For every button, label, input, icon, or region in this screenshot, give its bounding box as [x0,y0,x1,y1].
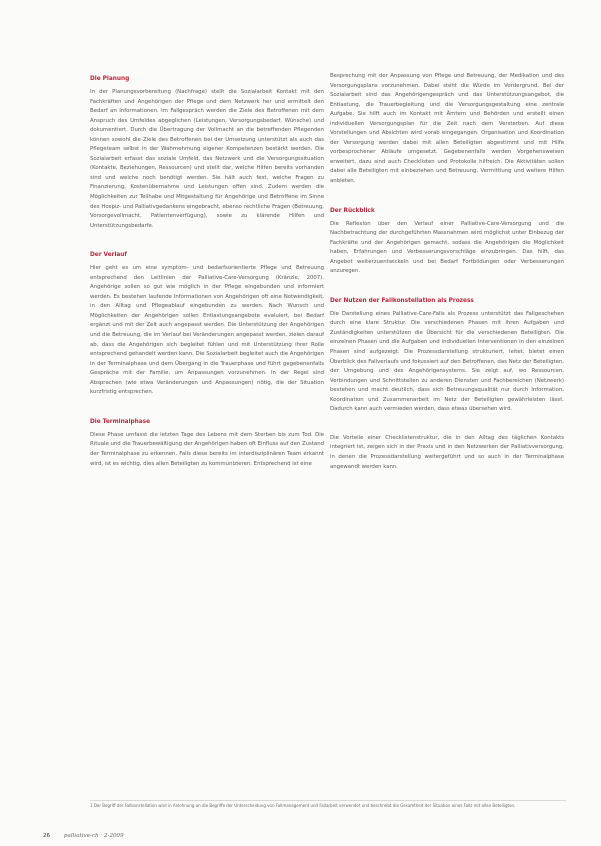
section-heading: Der Nutzen der Fallkonstellation als Prozess [330,297,474,304]
section-continuation [330,72,564,187]
section-nutzen [330,296,564,415]
section-planung [90,74,324,231]
section-verlauf [90,250,324,398]
left-column [90,74,324,488]
section-rueckblick [330,206,564,277]
right-column [330,72,564,491]
section-text: In der Planungsvorbereitung (Nachfrage) stellt die Sozialarbeit Kontakt mit den Fachkräften und Angehörigen der Pflege und dem Netzwerk her und ermittelt den Bedarf an Informationen. Im Fallgespräch werden die Ziele des Betroffenen mit dem Anspruch des Umfeldes abgeglichen (Leistungen, Versorgungsbedarf, Wünsche) und dokumentiert. Durch die Übertragung der Vollmacht an die betreffenden Pflegenden können sowohl die Ziele des Betroffenen bei der Umsetzung unterstützt als auch das Pflegeteam selbst in der Wahrnehmung eigener Kompetenzen bestärkt werden. Die Sozialarbeit erfasst das soziale Umfeld, das Netzwerk und die Versorgungssituation (Kontakte, Beziehungen, Ressourcen) und stellt dar, welche Hilfen bereits vorhanden sind und welche noch benötigt werden. Sie hält auch fest, welche Fragen zu Finanzierung, Kostenübernahme und Leistungen offen sind. Zudem werden die Möglichkeiten zur Teilhabe und Mitgestaltung für Angehörige und Betroffene im Sinne des Hospiz- und Palliativgedankens eingebracht, ebenso rechtliche Fragen (Betreuung, Vorsorgevollmacht, Patientenverfügung), sowie zu klärende Hilfen und Unterstützungsbedarfe. [90,89,324,229]
section-text: Besprechung mit der Anpassung von Pflege und Betreuung, der Medikation und des Versorgungsplans vorzunehmen. Dabei steht die Würde im Vordergrund. Bei der Sozialarbeit sind das Angehörigengespräch und das Unterstützungsangebot, die Entlastung, die Trauerbegleitung und die Versorgungsgestaltung eine zentrale Aufgabe. Sie hilft auch im Kontakt mit Ämtern und Behörden und erstellt einen individuellen Versorgungsplan für die Zeit nach dem Versterben. Auf diese Vorstellungen und Absichten wird vorab eingegangen. Organisation und Koordination der Versorgung werden dabei mit allen Beteiligten abgestimmt und mit Hilfe vorbesprochener Abläufe umgesetzt. Gegebenenfalls werden Vorgehensweisen erweitert, dazu sind auch Checklisten und Protokolle hilfreich. Die Aktivitäten sollen dabei alle Beteiligten mit einbeziehen und Betreuung, Vermittlung und weitere Hilfen anbieten. [330,73,564,185]
section-heading: Der Verlauf [90,252,127,259]
section-terminalphase [90,417,324,469]
section-text: Hier geht es um eine symptom- und bedarfsorientierte Pflege und Betreuung entsprechend den Leitlinien der Palliative-Care-Versorgung (Kränzle, 2007). Angehörige sollen so gut wie möglich in der Pflege eingebunden und informiert werden. Es bestehen laufende Informationen von Angehörigen oft eine Notwendigkeit, in den Alltag und Pflegeablauf eingebunden zu werden. Nach Wunsch und Möglichkeiten der Angehörigen sollen Entlastungsangebote evaluiert, bei Bedarf ergänzt und mit der Zeit auch angepasst werden. Die Unterstützung der Angehörigen und die Betreuung, die im Verlauf bei Veränderungen angepasst werden, zielen darauf ab, dass die Angehörigen sich begleitet fühlen und mit Unterstützung ihrer Rolle entsprechend gehandelt werden kann. Die Sozialarbeit begleitet auch die Angehörigen in der Terminalphase und dem Übergang in die Trauerphase und führt gegebenenfalls Gespräche mit der Familie, um Anpassungen vorzunehmen. In der Regel sind Absprachen (wie etwa Veränderungen und Anpassungen) nötig, die der Situation kurzfristig entsprechen. [90,265,324,396]
section-text: Die Reflexion über den Verlauf einer Palliative-Care-Versorgung und die Nachbetrachtung der durchgeführten Massnahmen wird möglichst unter Einbezug der Fachkräfte und der Angehörigen gemacht, sodass die Angehörigen die Möglichkeit haben, Erfahrungen und Verbesserungsvorschläge einzubringen. Das hilft, das Angebot weiterzuentwickeln und bei Bedarf Fortbildungen oder Verbesserungen anzuregen. [330,220,564,275]
section-text: Die Darstellung eines Palliative-Care-Falls als Prozess unterstützt das Fallgeschehen durch eine klare Struktur. Die verschiedenen Phasen mit ihren Aufgaben und Zuständigkeiten unterstützen die Übersicht für die verschiedenen Beteiligten. Die einzelnen Phasen und die Aufgaben und individuellen Interventionen in den einzelnen Phasen sind aufgezeigt. Die Prozessdarstellung strukturiert, leitet, bietet einen Überblick des Fallverlaufs und fokussiert auf den Betroffenen, das Netz der Beteiligten, der Umgebung und des Angehörigensystems. Sie zeigt auf, wo Ressourcen, Verbindungen und Schnittstellen zu anderen Diensten und Fachbereichen (Netzwerk) bestehen und macht deutlich, dass sich Betreuungsqualität nur durch Information, Koordination und Zusammenarbeit im Netz der Beteiligten gewährleisten lässt. Dadurch kann auch vermieden werden, dass etwas übersehen wird. [330,310,564,413]
section-heading: Die Terminalphase [90,418,151,425]
section-heading: Der Rückblick [330,207,375,214]
footnote: 1 Der Begriff der Fallkonstellation wird in Anlehnung an die Begriffe der Unterscheidung von Fallmanagement und Fallarbeit verwendet und beschreibt die Gesamtheit der Situation eines Falls mit allen Beteiligten. [90,800,566,809]
section-heading: Die Planung [90,76,130,82]
page-number: 26 [43,833,51,839]
publication-title: palliative-ch · 2-2009 [63,833,124,839]
page-footer [43,833,124,839]
section-text: Die Vorteile einer Checklistenstruktur, die in den Alltag des täglichen Kontakts integriert ist, zeigen sich in der Praxis und in den Netzwerken der Palliativversorgung, in denen die Prozessdarstellung weitergeführt und so auch in der Terminalphase angewandt werden kann. [330,434,564,470]
section-closing [330,434,564,472]
section-text: Diese Phase umfasst die letzten Tage des Lebens mit dem Sterben bis zum Tod. Die Rituale und die Trauerbewältigung der Angehörigen haben oft Einfluss auf den Zustand der Terminalphase zu erkennen. Falls diese bereits im interdisziplinären Team erkannt wird, ist es wichtig, dies allen Beteiligten zu kommunizieren. Entsprechend ist eine [90,431,324,467]
